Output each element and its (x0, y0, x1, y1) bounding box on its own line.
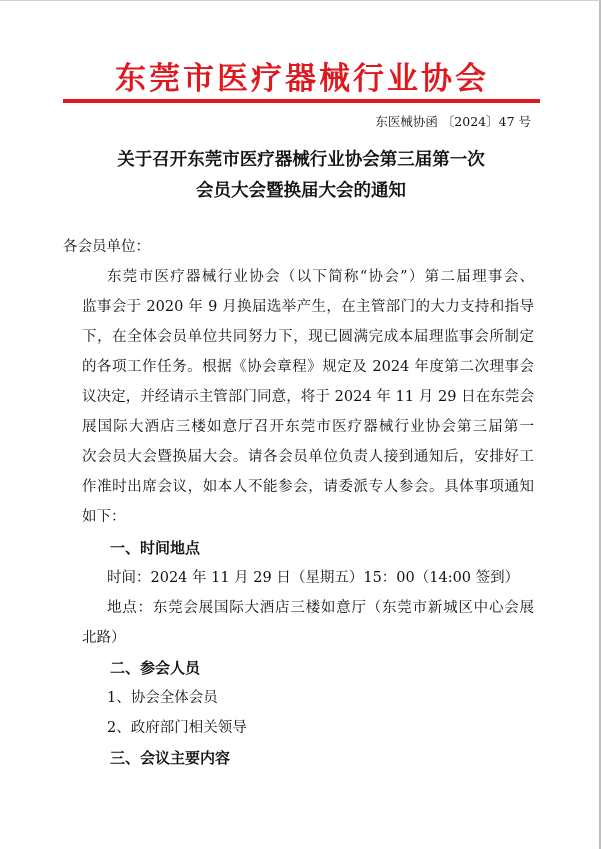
paragraph-line: 作准时出席会议，如本人不能参会，请委派专人参会。具体事项通知 (82, 479, 534, 495)
section-heading-time-place: 一、时间地点 (110, 539, 201, 557)
paragraph-line: 议决定，并经请示主管部门同意，将于 2024 年 11 月 29 日在东莞会 (82, 389, 534, 405)
attendee-item: 2、政府部门相关领导 (107, 720, 247, 736)
letterhead-red-rule (63, 99, 540, 103)
section-heading-attendees: 二、参会人员 (110, 659, 201, 677)
paragraph-line: 东莞市医疗器械行业协会（以下简称“协会”）第二届理事会、 (107, 269, 534, 285)
paragraph-line: 次会员大会暨换届大会。请各会员单位负责人接到通知后，安排好工 (82, 449, 534, 465)
paragraph-line: 展国际大酒店三楼如意厅召开东莞市医疗器械行业协会第三届第一 (82, 419, 534, 435)
section-heading-agenda: 三、会议主要内容 (110, 749, 231, 767)
notice-title-line-1: 关于召开东莞市医疗器械行业协会第三届第一次 (117, 150, 485, 170)
notice-title-line-2: 会员大会暨换届大会的通知 (196, 181, 406, 201)
paragraph-line: 的各项工作任务。根据《协会章程》规定及 2024 年度第二次理事会 (82, 359, 534, 375)
document-number: 东医械协函 〔2024〕47 号 (375, 114, 531, 129)
organization-letterhead: 东莞市医疗器械行业协会 (115, 61, 489, 97)
paragraph-line: 监事会于 2020 年 9 月换届选举产生，在主管部门的大力支持和指导 (82, 299, 534, 315)
meeting-time: 时间：2024 年 11 月 29 日（星期五）15：00（14:00 签到） (107, 570, 520, 586)
meeting-place-line-2: 北路） (82, 630, 126, 646)
paragraph-line: 下，在全体会员单位共同努力下，现已圆满完成本届理监事会所制定 (82, 329, 534, 345)
attendee-item: 1、协会全体会员 (107, 690, 218, 706)
meeting-place-line-1: 地点：东莞会展国际大酒店三楼如意厅（东莞市新城区中心会展 (107, 600, 534, 616)
salutation: 各会员单位： (63, 239, 150, 255)
paragraph-line: 如下： (82, 509, 126, 525)
